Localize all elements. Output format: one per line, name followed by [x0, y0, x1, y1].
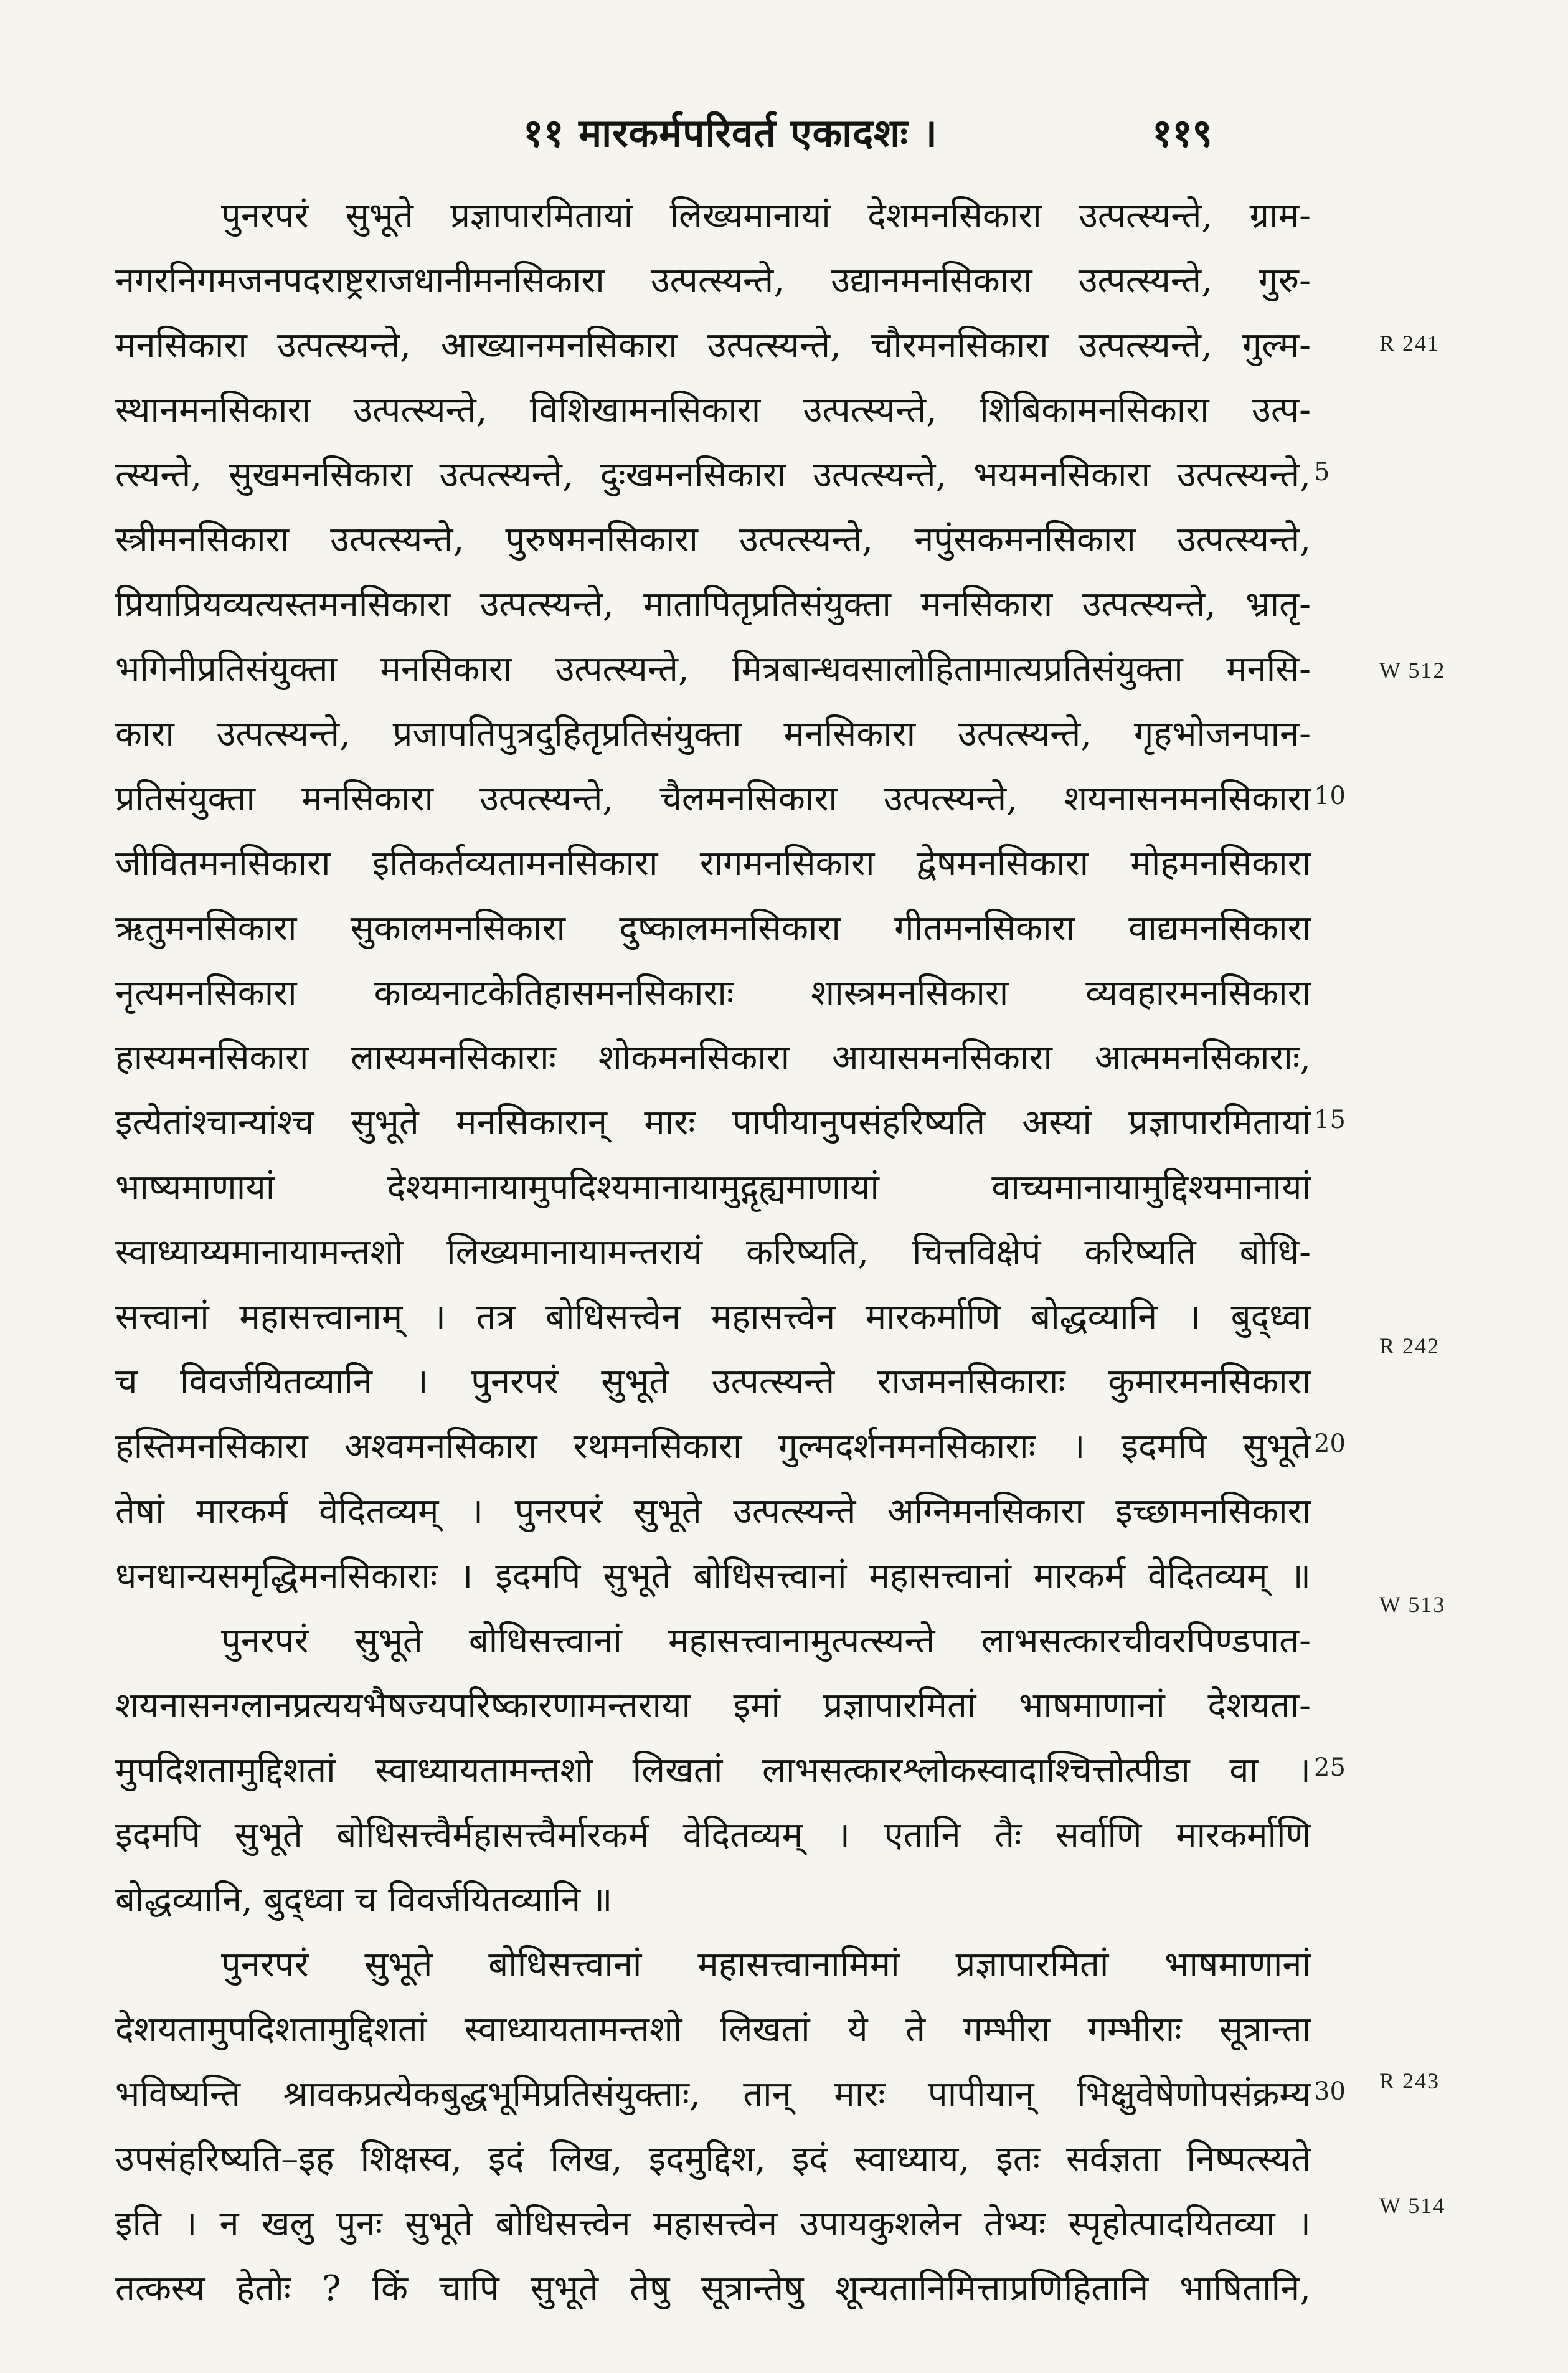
text-line: पुनरपरं सुभूते बोधिसत्त्वानां महासत्त्वानामुत्पत्स्यन्ते लाभसत्कारचीवरपिण्डपात- — [221, 1621, 1311, 1661]
line-number: 15 — [1314, 1106, 1346, 1134]
chapter-title: ११ मारकर्मपरिवर्त एकादशः । — [523, 110, 938, 156]
text-line: बोद्धव्यानि, बुद्ध्वा च विवर्जयितव्यानि ॥ — [115, 1880, 613, 1920]
text-line: त्स्यन्ते, सुखमनसिकारा उत्पत्स्यन्ते, दुःखमनसिकारा उत्पत्स्यन्ते, भयमनसिकारा उत्पत्स्यन्ते, — [115, 455, 1311, 495]
text-line: मुपदिशतामुद्दिशतां स्वाध्यायतामन्तशो लिखतां लाभसत्कारश्लोकस्वादाश्चित्तोत्पीडा वा । — [115, 1750, 1311, 1791]
text-line: भगिनीप्रतिसंयुक्ता मनसिकारा उत्पत्स्यन्ते, मित्रबान्धवसालोहितामात्यप्रतिसंयुक्ता मनसि- — [115, 649, 1311, 689]
text-line: भविष्यन्ति श्रावकप्रत्येकबुद्धभूमिप्रतिसंयुक्ताः, तान् मारः पापीयान् भिक्षुवेषेणोपसंक्रम्य — [115, 2074, 1311, 2115]
line-number: 10 — [1314, 782, 1346, 810]
text-line: प्रियाप्रियव्यत्यस्तमनसिकारा उत्पत्स्यन्ते, मातापितृप्रतिसंयुक्ता मनसिकारा उत्पत्स्यन्ते, भ्रातृ- — [115, 584, 1311, 625]
page-number: ११९ — [1152, 110, 1212, 156]
text-line: प्रतिसंयुक्ता मनसिकारा उत्पत्स्यन्ते, चैलमनसिकारा उत्पत्स्यन्ते, शयनासनमनसिकारा — [115, 779, 1311, 819]
margin-reference: R 242 — [1379, 1333, 1440, 1358]
text-line: भाष्यमाणायां देश्यमानायामुपदिश्यमानायामुद्गृह्यमाणायां वाच्यमानायामुद्दिश्यमानायां — [115, 1167, 1311, 1208]
text-line: इति । न खलु पुनः सुभूते बोधिसत्त्वेन महासत्त्वेन उपायकुशलेन तेभ्यः स्पृहोत्पादयितव्या । — [115, 2204, 1311, 2244]
text-line: स्त्रीमनसिकारा उत्पत्स्यन्ते, पुरुषमनसिकारा उत्पत्स्यन्ते, नपुंसकमनसिकारा उत्पत्स्यन्ते, — [115, 519, 1311, 560]
text-line: हास्यमनसिकारा लास्यमनसिकाराः शोकमनसिकारा आयासमनसिकारा आत्ममनसिकाराः, — [115, 1038, 1311, 1078]
margin-reference: R 241 — [1379, 331, 1440, 356]
line-number: 30 — [1314, 2077, 1346, 2106]
text-line: धनधान्यसमृद्धिमनसिकाराः । इदमपि सुभूते बोधिसत्त्वानां महासत्त्वानां मारकर्म वेदितव्यम् ॥ — [115, 1556, 1311, 1596]
text-line: च विवर्जयितव्यानि । पुनरपरं सुभूते उत्पत्स्यन्ते राजमनसिकाराः कुमारमनसिकारा — [115, 1362, 1311, 1402]
text-line: जीवितमनसिकारा इतिकर्तव्यतामनसिकारा रागमनसिकारा द्वेषमनसिकारा मोहमनसिकारा — [115, 843, 1311, 884]
running-header — [0, 106, 1568, 162]
text-line: नृत्यमनसिकारा काव्यनाटकेतिहासमनसिकाराः शास्त्रमनसिकारा व्यवहारमनसिकारा — [115, 973, 1311, 1013]
text-line: पुनरपरं सुभूते बोधिसत्त्वानां महासत्त्वानामिमां प्रज्ञापारमितां भाषमाणानां — [221, 1944, 1311, 1985]
text-line: हस्तिमनसिकारा अश्वमनसिकारा रथमनसिकारा गुल्मदर्शनमनसिकाराः । इदमपि सुभूते — [115, 1426, 1311, 1467]
text-line: उपसंहरिष्यति–इह शिक्षस्व, इदं लिख, इदमुद्दिश, इदं स्वाध्याय, इतः सर्वज्ञता निष्पत्स्यते — [115, 2139, 1311, 2179]
line-number: 20 — [1314, 1429, 1346, 1458]
text-line: तत्कस्य हेतोः ? किं चापि सुभूते तेषु सूत्रान्तेषु शून्यतानिमित्ताप्रणिहितानि भाषितानि, — [115, 2268, 1311, 2309]
margin-reference: W 513 — [1379, 1592, 1446, 1617]
text-line: स्थानमनसिकारा उत्पत्स्यन्ते, विशिखामनसिकारा उत्पत्स्यन्ते, शिबिकामनसिकारा उत्प- — [115, 390, 1311, 430]
text-line: स्वाध्याय्यमानायामन्तशो लिख्यमानायामन्तरायं करिष्यति, चित्तविक्षेपं करिष्यति बोधि- — [115, 1232, 1311, 1272]
text-line: पुनरपरं सुभूते प्रज्ञापारमितायां लिख्यमानायां देशमनसिकारा उत्पत्स्यन्ते, ग्राम- — [221, 196, 1311, 236]
text-line: शयनासनग्लानप्रत्ययभैषज्यपरिष्कारणामन्तराया इमां प्रज्ञापारमितां भाषमाणानां देशयता- — [115, 1685, 1311, 1726]
text-line: इत्येतांश्चान्यांश्च सुभूते मनसिकारान् मारः पापीयानुपसंहरिष्यति अस्यां प्रज्ञापारमितायां — [115, 1102, 1311, 1143]
text-line: मनसिकारा उत्पत्स्यन्ते, आख्यानमनसिकारा उत्पत्स्यन्ते, चौरमनसिकारा उत्पत्स्यन्ते, गुल्म- — [115, 325, 1311, 366]
text-line: इदमपि सुभूते बोधिसत्त्वैर्महासत्त्वैर्मारकर्म वेदितव्यम् । एतानि तैः सर्वाणि मारकर्माणि — [115, 1815, 1311, 1855]
line-number: 25 — [1314, 1753, 1346, 1782]
text-line: ऋतुमनसिकारा सुकालमनसिकारा दुष्कालमनसिकारा गीतमनसिकारा वाद्यमनसिकारा — [115, 908, 1311, 949]
text-line: देशयतामुपदिशतामुद्दिशतां स्वाध्यायतामन्तशो लिखतां ये ते गम्भीरा गम्भीराः सूत्रान्ता — [115, 2009, 1311, 2050]
line-number: 5 — [1314, 458, 1330, 486]
text-line: सत्त्वानां महासत्त्वानाम् । तत्र बोधिसत्त्वेन महासत्त्वेन मारकर्माणि बोद्धव्यानि । बुद्ध्वा — [115, 1297, 1311, 1337]
text-line: कारा उत्पत्स्यन्ते, प्रजापतिपुत्रदुहितृप्रतिसंयुक्ता मनसिकारा उत्पत्स्यन्ते, गृहभोजनपान- — [115, 714, 1311, 754]
margin-reference: W 514 — [1379, 2193, 1446, 2218]
text-line: तेषां मारकर्म वेदितव्यम् । पुनरपरं सुभूते उत्पत्स्यन्ते अग्निमनसिकारा इच्छामनसिकारा — [115, 1491, 1311, 1532]
margin-reference: R 243 — [1379, 2068, 1440, 2093]
margin-reference: W 512 — [1379, 658, 1446, 683]
text-line: नगरनिगमजनपदराष्ट्रराजधानीमनसिकारा उत्पत्स्यन्ते, उद्यानमनसिकारा उत्पत्स्यन्ते, गुरु- — [115, 260, 1311, 301]
